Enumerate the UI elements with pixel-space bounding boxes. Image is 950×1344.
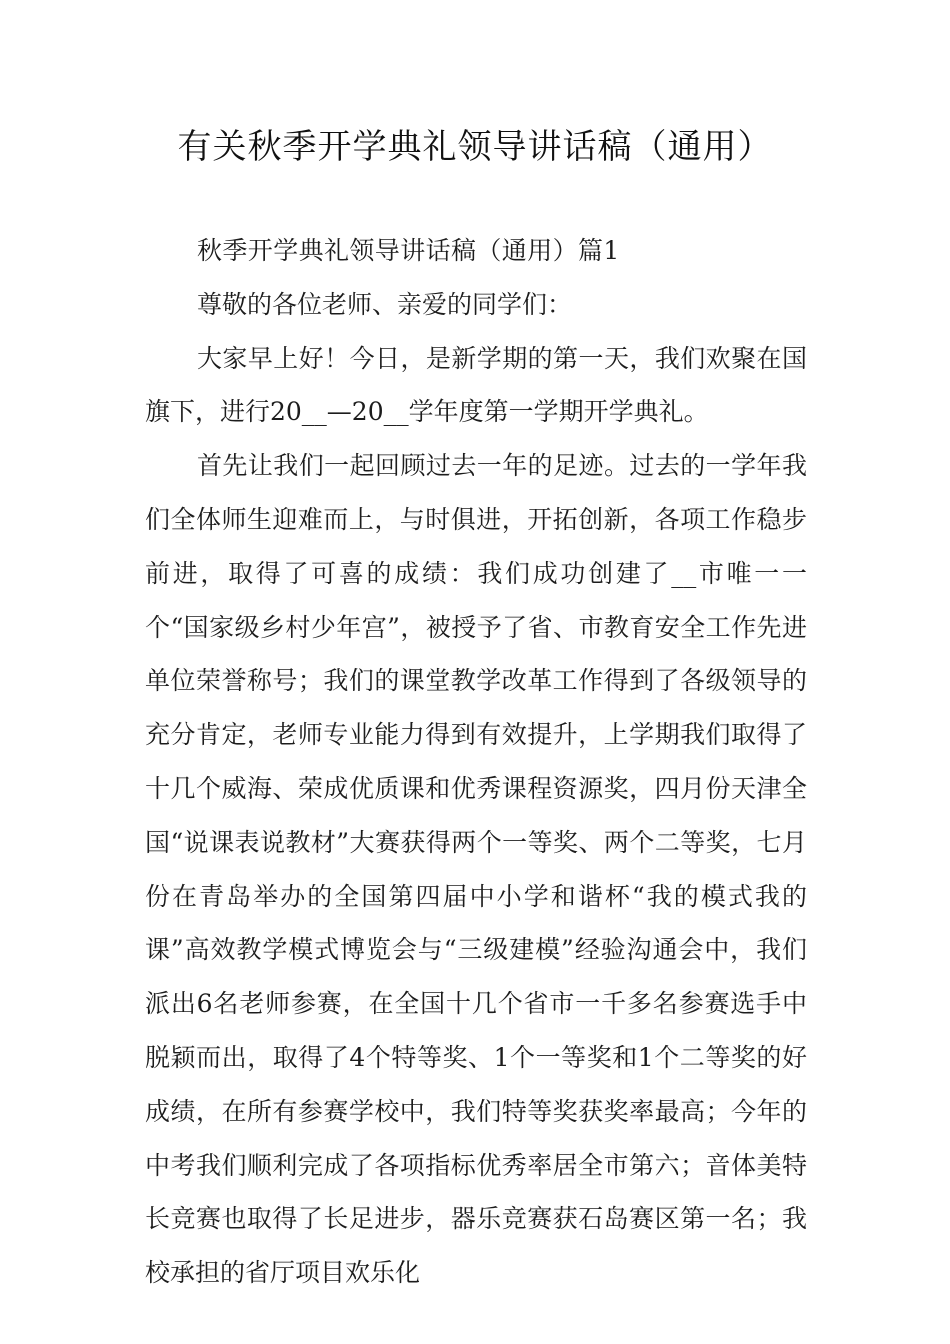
- document-title: 有关秋季开学典礼领导讲话稿（通用）: [177, 127, 773, 167]
- opening-paragraph: 大家早上好！今日，是新学期的第一天，我们欢聚在国旗下，进行20__—20__学年度第一学期开学典礼。: [145, 343, 807, 427]
- review-paragraph: 首先让我们一起回顾过去一年的足迹。过去的一学年我们全体师生迎难而上，与时俱进，开拓创新，各项工作稳步前进，取得了可喜的成绩：我们成功创建了__市唯一一个“国家级乡村少年宫”，被授予了省、市教育安全工作先进单位荣誉称号；我们的课堂教学改革工作得到了各级领导的充分肯定，老师专业能力得到有效提升，上学期我们取得了十几个威海、荣成优质课和优秀课程资源奖，四月份天津全国“说课表说教材”大赛获得两个一等奖、两个二等奖，七月份在青岛举办的全国第四届中小学和谐杯“我的模式我的课”高效教学模式博览会与“三级建模”经验沟通会中，我们派出6名老师参赛，在全国十几个省市一千多名参赛选手中脱颖而出，取得了4个特等奖、1个一等奖和1个二等奖的好成绩，在所有参赛学校中，我们特等奖获奖率最高；今年的中考我们顺利完成了各项指标优秀率居全市第六；音体美特长竞赛也取得了长足进步，器乐竞赛获石岛赛区第一名；我校承担的省厅项目欢乐化: [145, 451, 807, 1288]
- document-body: [145, 224, 807, 1300]
- section-heading: 秋季开学典礼领导讲话稿（通用）篇1: [197, 236, 620, 265]
- salutation-paragraph: 尊敬的各位老师、亲爱的同学们：: [197, 289, 573, 319]
